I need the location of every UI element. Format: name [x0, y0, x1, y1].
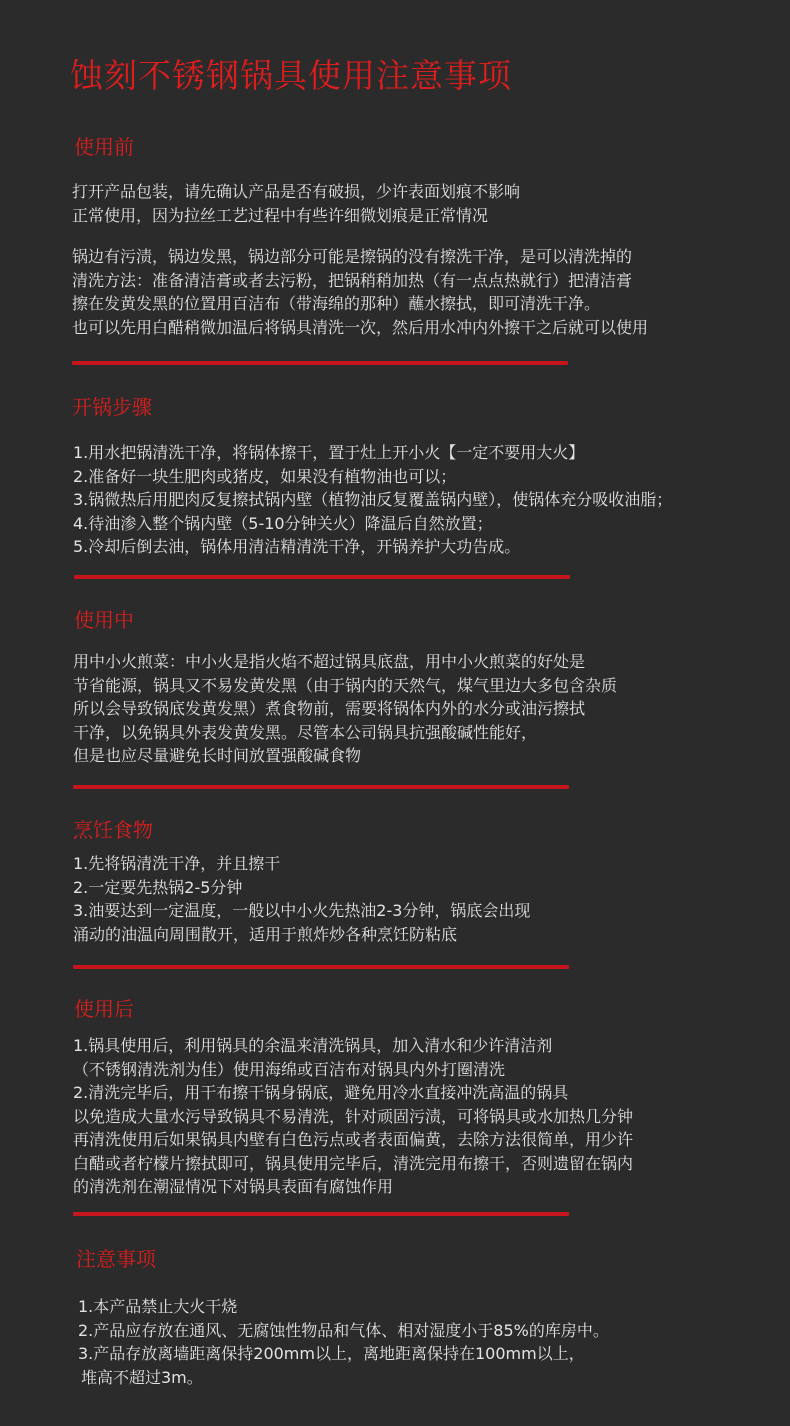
notes-list [78, 1295, 609, 1389]
list-item: 1.先将锅清洗干净，并且擦干 [73, 854, 281, 873]
text-line: 用中小火煎菜：中小火是指火焰不超过锅具底盘，用中小火煎菜的好处是 [73, 652, 586, 671]
list-item: 5.冷却后倒去油，锅体用清洁精清洗干净，开锅养护大功告成。 [73, 537, 521, 556]
section-heading-seasoning: 开锅步骤 [72, 395, 152, 419]
section-heading-after-use: 使用后 [74, 997, 134, 1021]
text-line: 节省能源，锅具又不易发黄发黑（由于锅内的天然气，煤气里边大多包含杂质 [73, 675, 618, 695]
text-line: 白醋或者柠檬片擦拭即可，锅具使用完毕后，清洗完用布擦干，否则遗留在锅内 [73, 1153, 634, 1173]
text-line: 锅边有污渍，锅边发黑，锅边部分可能是擦锅的没有擦洗干净，是可以清洗掉的 [72, 247, 633, 266]
section-heading-notes: 注意事项 [76, 1247, 156, 1271]
text-line: 打开产品包装，请先确认产品是否有破损，少许表面划痕不影响 [72, 182, 521, 201]
text-line: 再清洗使用后如果锅具内壁有白色污点或者表面偏黄，去除方法很简单，用少许 [73, 1130, 634, 1149]
list-item: 1.用水把锅清洗干净，将锅体擦干，置于灶上开小火【一定不要用大火】 [73, 443, 585, 462]
list-item: 2.一定要先热锅2-5分钟 [73, 877, 243, 897]
seasoning-steps [73, 441, 672, 559]
text-line: 清洗方法：准备清洁膏或者去污粉，把锅稍稍加热（有一点点热就行）把清洁膏 [72, 270, 633, 290]
page-title: 蚀刻不锈钢锅具使用注意事项 [70, 56, 512, 95]
section-heading-during-use: 使用中 [74, 608, 134, 632]
text-line: 擦在发黄发黑的位置用百洁布（带海绵的那种）蘸水擦拭，即可清洗干净。 [72, 294, 601, 313]
text-line: 以免造成大量水污导致锅具不易清洗，针对顽固污渍，可将锅具或水加热几分钟 [73, 1106, 634, 1126]
text-line: （不锈钢清洗剂为佳）使用海绵或百洁布对锅具内外打圈清洗 [73, 1059, 506, 1079]
list-item: 3.油要达到一定温度，一般以中小火先热油2-3分钟，锅底会出现 [73, 901, 531, 920]
text-line: 2.清洗完毕后，用干布擦干锅身锅底，避免用冷水直接冲洗高温的锅具 [73, 1083, 569, 1102]
text-line: 但是也应尽量避免长时间放置强酸碱食物 [73, 746, 362, 765]
list-item: 2.产品应存放在通风、无腐蚀性物品和气体、相对湿度小于85%的库房中。 [78, 1320, 609, 1340]
section-divider [73, 785, 569, 789]
during-use-paragraph [73, 650, 617, 768]
cooking-steps [73, 852, 530, 946]
before-use-paragraph-1 [72, 180, 520, 227]
section-heading-cooking: 烹饪食物 [73, 818, 153, 842]
before-use-paragraph-2 [72, 245, 648, 339]
list-item: 2.准备好一块生肥肉或猪皮，如果没有植物油也可以； [73, 466, 457, 486]
text-line: 正常使用，因为拉丝工艺过程中有些许细微划痕是正常情况 [72, 205, 489, 225]
list-item: 3.产品存放离墙距离保持200mm以上，离地距离保持在100mm以上， [78, 1344, 585, 1363]
text-line: 所以会导致锅底发黄发黑）煮食物前，需要将锅体内外的水分或油污擦拭 [73, 699, 586, 718]
section-divider [73, 965, 569, 969]
section-divider [73, 1212, 569, 1216]
list-item: 1.本产品禁止大火干烧 [78, 1297, 238, 1316]
after-use-paragraph [73, 1034, 633, 1199]
section-heading-before-use: 使用前 [74, 135, 134, 159]
list-item: 3.锅微热后用肥肉反复擦拭锅内壁（植物油反复覆盖锅内壁），使锅体充分吸收油脂； [73, 490, 673, 509]
text-line: 也可以先用白醋稍微加温后将锅具清洗一次，然后用水冲内外擦干之后就可以使用 [72, 317, 649, 337]
text-line: 1.锅具使用后，利用锅具的余温来清洗锅具，加入清水和少许清洁剂 [73, 1036, 553, 1055]
list-item: 堆高不超过3m。 [81, 1367, 203, 1387]
list-item: 涌动的油温向周围散开，适用于煎炸炒各种烹饪防粘底 [73, 924, 458, 944]
list-item: 4.待油渗入整个锅内壁（5-10分钟关火）降温后自然放置； [73, 513, 493, 533]
section-divider [74, 575, 570, 579]
section-divider [72, 361, 568, 365]
text-line: 干净，以免锅具外表发黄发黑。尽管本公司锅具抗强酸碱性能好， [73, 722, 538, 742]
text-line: 的清洗剂在潮湿情况下对锅具表面有腐蚀作用 [73, 1177, 394, 1196]
